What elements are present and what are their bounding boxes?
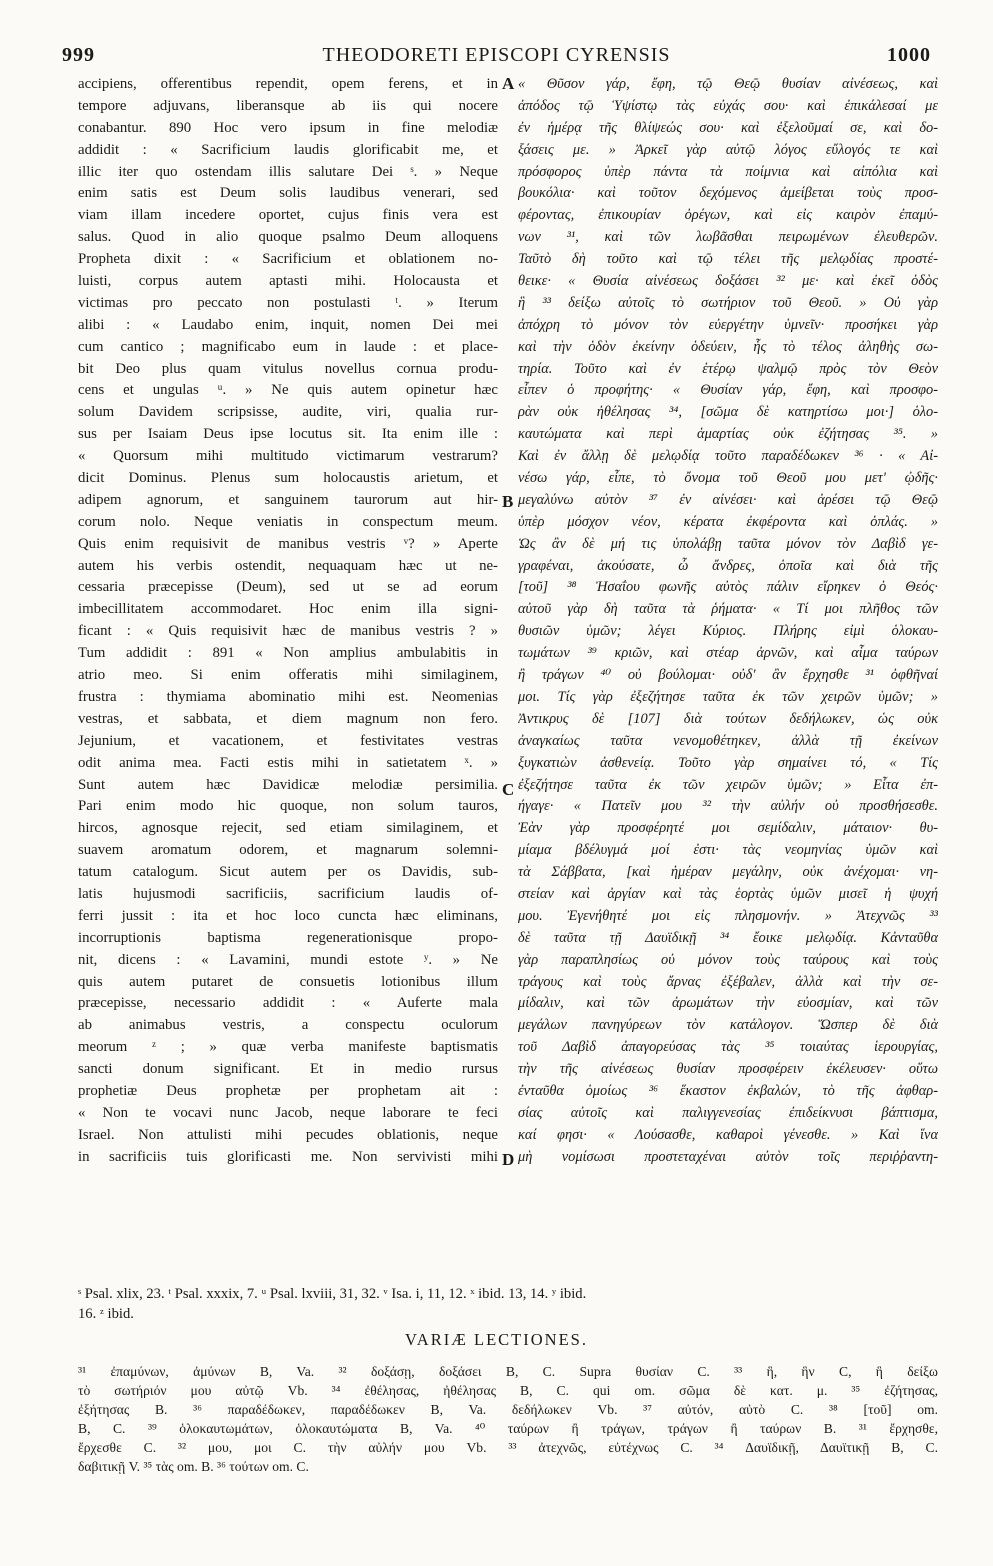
greek-column (518, 74, 938, 1169)
greek-text-line: [τοῦ] ³⁸ Ἠσαΐου φωνῆς αὐτὸς πάλιν εἴρηκεν ὁ Θεός· (518, 579, 938, 596)
footnotes (78, 1284, 938, 1324)
latin-text-line: enim satis est Deum solis laudibus venerari, sed (78, 185, 498, 202)
greek-text-line: νέσω γάρ, εἶπε, τὸ ὄνομα τοῦ Θεοῦ μου μετ' ᾠδῆς· (518, 470, 938, 487)
greek-text-line: εἶπεν ὁ προφήτης· « Θυσίαν γάρ, ἔφη, καὶ προσφο- (518, 382, 938, 399)
greek-text-line: τηρία. Τοῦτο καὶ ἐν ἑτέρῳ ψαλμῷ πρὸς τὸν Θεὸν (518, 360, 938, 377)
latin-text-line: Tum addidit : 891 « Non amplius ambulabitis in (78, 645, 498, 662)
latin-text-line: Israel. Non attulisti mihi pecudes oblationis, neque (78, 1126, 498, 1143)
latin-text-line: quis autem putaret de consuetis lotionibus illum (78, 973, 498, 990)
latin-text-line: tempore adjuvans, liberansque ab iis qui nocere (78, 97, 498, 114)
latin-text-line: odit anima mea. Facti estis mihi in satietatem ˣ. » (78, 754, 498, 771)
greek-text-line: σίας αὐτοῖς καὶ παλιγγενεσίας ἐπιδείκνυσι βάπτισμα, (518, 1104, 938, 1121)
latin-text-line: viam illam incedere oportet, cujus finis vera est (78, 207, 498, 224)
latin-column (78, 74, 498, 1169)
greek-text-line: ἀναγκαίως ταῦτα νενομοθέτηκεν, ἀλλὰ τῇ ἐκείνων (518, 732, 938, 749)
variant-reading-line: τὸ σωτήριόν μου αὐτῷ Vb. ³⁴ ἐθέλησας, ἠθέλησας B, C. qui om. σῶμα δὲ κατ. μ. ³⁵ ἐζήτησας, (78, 1383, 938, 1398)
latin-text-line: salus. Quod in alio quoque psalmo Deum alloquens (78, 229, 498, 246)
latin-text-line: alibi : « Laudabo enim, inquit, nomen Dei mei (78, 316, 498, 333)
margin-marker-b: B (502, 492, 514, 511)
greek-text-line: μοι. Τίς γὰρ ἐξεζήτησε ταῦτα ἐκ τῶν χειρῶν ὑμῶν; » (518, 688, 938, 705)
latin-text-line: suavem aromatum odorem, et magnarum solemni- (78, 842, 498, 859)
margin-marker-a: A (502, 74, 515, 93)
latin-text-line: præcepisse, necessario addidit : « Auferte mala (78, 995, 498, 1012)
latin-text-line: latis hujusmodi sacrificiis, sacrificium laudis of- (78, 885, 498, 902)
greek-text-line: θεικε· « Θυσία αἰνέσεως δοξάσει ³² με· καὶ ἐκεῖ ὁδὸς (518, 273, 938, 290)
latin-text-line: dicit Dominus. Plenus sum holocaustis arietum, et (78, 470, 498, 487)
greek-text-line: νων ³¹, καὶ τῶν λωβᾶσθαι πειρωμένων ἐλευθερῶν. (518, 229, 938, 246)
greek-text-line: στείαν καὶ ἀργίαν καὶ τὰς ἑορτὰς ὑμῶν μισεῖ ἡ ψυχή (518, 885, 938, 902)
greek-text-line: γραφέναι, ἀκούσατε, ὦ ἄνδρες, ὁποῖα καὶ διὰ τῆς (518, 557, 938, 574)
greek-text-line: ὑπὲρ μόσχον νέον, κέρατα ἐκφέροντα καὶ ὁπλάς. » (518, 513, 938, 530)
greek-text-line: μεγαλύνω αὐτὸν ³⁷ ἐν αἰνέσει· καὶ ἀρέσει τῷ Θεῷ (518, 491, 938, 508)
greek-text-line: Ὡς ἂν δὲ μή τις ὑπολάβῃ ταῦτα μόνον τὸν Δαβὶδ γε- (518, 535, 938, 552)
greek-text-line: καὶ τὴν ὁδὸν ἐκείνην ὁδεύειν, ἧς τὸ τέλος ἀληθὴς σω- (518, 338, 938, 355)
greek-text-line: ρὰν οὐκ ἠθέλησας ³⁴, [σῶμα δὲ κατηρτίσω μοι·] ὁλο- (518, 404, 938, 421)
latin-text-line: hircos, agnosque rejecit, sed etiam similaginem, et (78, 820, 498, 837)
greek-text-line: γὰρ παραπλησίως οὐ μόνον τοὺς ταύρους καὶ τοὺς (518, 951, 938, 968)
latin-text-line: cessaria præcepisse (Deum), sed ut se ad eorum (78, 579, 498, 596)
latin-text-line: frustra : thymiama abominatio mihi est. Neomenias (78, 688, 498, 705)
latin-text-line: victimas pro peccato non postulasti ᵗ. » Iterum (78, 294, 498, 311)
latin-text-line: ficant : « Quis requisivit hæc de manibus vestris ? » (78, 623, 498, 640)
greek-text-line: μου. Ἐγενήθητέ μοι εἰς πλησμονήν. » Ἀτεχνῶς ³³ (518, 907, 938, 924)
latin-text-line: « Non te vocavi nunc Jacob, neque laborare te feci (78, 1104, 498, 1121)
running-title: THEODORETI EPISCOPI CYRENSIS (322, 44, 671, 66)
latin-text-line: ab animabus vestris, a conspectu oculorum (78, 1017, 498, 1034)
greek-text-line: θυσιῶν ὑμῶν; λέγει Κύριος. Πλήρης εἰμὶ ὁλοκαυ- (518, 623, 938, 640)
greek-text-line: τὴν τῆς αἰνέσεως θυσίαν προσφέρειν ἐκέλευσεν· οὕτω (518, 1061, 938, 1078)
greek-text-line: αὐτοῦ γὰρ δὴ ταῦτα τὰ ῥήματα· « Τί μοι πλῆθος τῶν (518, 601, 938, 618)
greek-text-line: ἢ τράγων ⁴⁰ οὐ βούλομαι· οὐδ' ἂν ἔρχησθε ³¹ ὀφθῆναί (518, 667, 938, 684)
latin-text-line: atrio meo. Si enim offeratis mihi similaginem, (78, 667, 498, 684)
latin-text-line: cens et ungulas ᵘ. » Ne quis autem opinetur hæc (78, 382, 498, 399)
footnote-line: ˢ Psal. xlix, 23. ᵗ Psal. xxxix, 7. ᵘ Psal. lxviii, 31, 32. ᵛ Isa. i, 11, 12. ˣ ibid. 13, 14. ʸ ibid. (78, 1286, 587, 1302)
latin-text-line: vestras, et sabbata, et diem magnum non fero. (78, 710, 498, 727)
greek-text-line: καυτώματα καὶ περὶ ἁμαρτίας οὐκ ἐζήτησας ³⁵. » (518, 426, 938, 443)
latin-text-line: Pari enim modo hic quoque, non solum tauros, (78, 798, 498, 815)
greek-text-line: μὴ νομίσωσι προστεταχέναι αὐτὸν τοῖς περιῤῥαντη- (518, 1148, 938, 1165)
latin-text-line: conabantur. 890 Hoc vero ipsum in fine melodiæ (78, 119, 498, 136)
greek-text-line: Ταῦτὸ δὴ τοῦτο καὶ τῷ τέλει τῆς μελῳδίας προστέ- (518, 251, 938, 268)
greek-text-line: καί φησι· « Λούσασθε, καθαροὶ γένεσθε. » Καὶ ἵνα (518, 1126, 938, 1143)
latin-text-line: addidit : « Sacrificium laudis glorificabit me, et (78, 141, 498, 158)
latin-text-line: incorruptionis baptisma regenerationisque propo- (78, 929, 498, 946)
greek-text-line: πρόσφορος ὑπὲρ πάντα τὰ ποίμνια καὶ αἰπόλια καὶ (518, 163, 938, 180)
latin-text-line: imbecillitatem accommodaret. Hoc enim illa signi- (78, 601, 498, 618)
latin-text-line: sus per Isaiam Deus ipse locutus sit. Ita enim ille : (78, 426, 498, 443)
greek-text-line: τὰ Σάββατα, [καὶ ἡμέραν μεγάλην, οὐκ ἀνέχομαι· νη- (518, 864, 938, 881)
latin-text-line: cum cantico ; magnificabo eum in laude : et place- (78, 338, 498, 355)
variant-reading-line: B, C. ³⁹ ὁλοκαυτωμάτων, ὁλοκαυτώματα B, Va. ⁴⁰ ταύρων ἢ τράγων, τράγων ἢ ταύρων B. ³¹ ἔρχησθε, (78, 1421, 938, 1436)
latin-text-line: « Quorsum mihi multitudo victimarum vestrarum? (78, 448, 498, 465)
variant-reading-line: ἔρχεσθε C. ³² μου, μοι C. τὴν αὐλήν μου Vb. ³³ ἀτεχνῶς, εὐτέχνως C. ³⁴ Δαυϊδικῇ, Δαυϊτικῇ B, C. (78, 1440, 938, 1455)
greek-text-line: δὲ ταῦτα τῇ Δαυϊδικῇ ³⁴ ἔοικε μελῳδίᾳ. Κἀνταῦθα (518, 929, 938, 946)
latin-text-line: nit, dicens : « Lavamini, mundi estote ʸ. » Ne (78, 951, 498, 968)
greek-text-line: βουκόλια· καὶ τοῦτον δεχόμενος ἀμείβεται τοὺς προσ- (518, 185, 938, 202)
greek-text-line: τράγους καὶ τοὺς ἄρνας ἐξέβαλεν, ἀλλὰ καὶ τὴν σε- (518, 973, 938, 990)
margin-marker-c: C (502, 780, 515, 799)
greek-text-line: « Θῦσον γάρ, ἔφη, τῷ Θεῷ θυσίαν αἰνέσεως, καὶ (518, 76, 938, 92)
margin-marker-d: D (502, 1150, 515, 1169)
greek-text-line: Ἐὰν γὰρ προσφέρητέ μοι σεμίδαλιν, μάταιον· θυ- (518, 820, 938, 837)
variant-reading-line: ἐξήτησας B. ³⁶ παραδέδωκεν, παραδέδωκεν B, Va. δεδήλωκεν Vb. ³⁷ αὐτόν, αὐτὸ C. ³⁸ [τοῦ] om. (78, 1402, 938, 1417)
latin-text-line: meorum ᶻ ; » quæ verba manifeste baptismatis (78, 1039, 498, 1056)
latin-text-line: Quis enim requisivit de manibus vestris ᵛ? » Aperte (78, 535, 498, 552)
greek-text-line: ξάσεις με. » Ἀρκεῖ γὰρ αὐτῷ λόγος εὔλογός τε καὶ (518, 141, 938, 158)
variae-lectiones-title: VARIÆ LECTIONES. (405, 1330, 588, 1349)
variae-lectiones (78, 1362, 938, 1476)
latin-text-line: illic iter quo ostendam illis salutare Dei ˢ. » Neque (78, 163, 498, 180)
latin-text-line: adipem agnorum, et sanguinem taurorum aut hir- (78, 491, 498, 508)
right-page-number: 1000 (887, 44, 931, 66)
greek-text-line: ἀπόδος τῷ Ὑψίστῳ τὰς εὐχάς σου· καὶ ἐπικάλεσαί με (518, 97, 938, 114)
greek-text-line: ἐν ἡμέρᾳ τῆς θλίψεώς σου· καὶ ἐξελοῦμαί σε, καὶ δο- (518, 119, 938, 136)
greek-text-line: ἐνταῦθα ὁμοίως ³⁶ ἕκαστον ἐκβαλών, τὸ τῆς ἀφθαρ- (518, 1082, 938, 1099)
latin-text-line: Sunt autem hæc Davidicæ melodiæ persimilia. (78, 776, 498, 793)
greek-text-line: τωμάτων ³⁹ κριῶν, καὶ στέαρ ἀρνῶν, καὶ αἷμα ταύρων (518, 645, 938, 662)
greek-text-line: μεγάλων πανηγύρεων τὸν κατάλογον. Ὥσπερ δὲ διὰ (518, 1017, 938, 1034)
latin-text-line: tatum catalogum. Sicut autem per os Davidis, sub- (78, 864, 498, 881)
greek-text-line: Ἀντικρυς δὲ [107] διὰ τούτων δεδήλωκεν, ὡς οὐκ (518, 710, 938, 727)
greek-text-line: ἐξεζήτησε ταῦτα ἐκ τῶν χειρῶν ὑμῶν; » Εἶτα ἐπ- (518, 776, 938, 793)
variant-reading-line: δαβιτικῇ V. ³⁵ τὰς om. B. ³⁶ τούτων om. C. (78, 1459, 309, 1474)
latin-text-line: prophetiæ Deus prophetæ per prophetam ait : (78, 1082, 498, 1099)
footnote-line: 16. ᶻ ibid. (78, 1306, 134, 1322)
latin-text-line: corum nolo. Neque veniatis in conspectum meum. (78, 513, 498, 530)
greek-text-line: ήγαγε· « Πατεῖν μου ³² τὴν αὐλήν οὐ προσθήσεσθε. (518, 798, 938, 815)
variant-reading-line: ³¹ ἐπαμύνων, ἀμύνων B, Va. ³² δοξάσῃ, δοξάσει B, C. Supra θυσίαν C. ³³ ἣ, ἣν C, ἣ δείξω (78, 1364, 938, 1379)
latin-text-line: ferri jussit : ita et hoc loco cuncta hæc eliminans, (78, 907, 498, 924)
left-page-number: 999 (62, 44, 95, 66)
latin-text-line: Jejunium, et vacationem, et festivitates vestras (78, 732, 498, 749)
greek-text-line: μίαμα βδέλυγμά μοί ἐστι· τὰς νεομηνίας ὑμῶν καὶ (518, 842, 938, 859)
latin-text-line: solum Davidem scripsisse, audite, viri, qualia rur- (78, 404, 498, 421)
latin-text-line: Propheta dixit : « Sacrificium et oblationem no- (78, 251, 498, 268)
latin-text-line: autem his verbis ostendit, nequaquam hæc ut ne- (78, 557, 498, 574)
latin-text-line: luisti, corpus autem aptasti mihi. Holocausta et (78, 273, 498, 290)
greek-text-line: ξυγκατιὼν ἀσθενείᾳ. Τοῦτο γὰρ σημαίνει τό, « Τίς (518, 754, 938, 771)
greek-text-line: μίδαλιν, καὶ τῶν ἀρωμάτων τὴν εὐοσμίαν, καὶ τῶν (518, 995, 938, 1012)
greek-text-line: ἣ ³³ δείξω αὐτοῖς τὸ σωτήριον τοῦ Θεοῦ. » Οὐ γὰρ (518, 294, 938, 311)
latin-text-line: bit Deo plus quam vitulus novellus cornua produ- (78, 360, 498, 377)
greek-text-line: φέροντας, ἐπικουρίαν ὀρέγων, καὶ εἰς καιρὸν ἐπαμύ- (518, 207, 938, 224)
greek-text-line: Καὶ ἐν ἄλλῃ δὲ μελῳδίᾳ τοῦτο παραδέδωκεν ³⁶ · « Αἰ- (518, 448, 938, 465)
latin-text-line: in sacrificiis tuis glorificasti me. Non servivisti mihi (78, 1148, 498, 1165)
latin-text-line: sancti donum significant. Et in medio rursus (78, 1061, 498, 1078)
latin-text-line: accipiens, offerentibus rependit, opem ferens, et in (78, 76, 498, 92)
greek-text-line: ἀπόχρη τὸ μόνον τὸν εὐεργέτην ὑμνεῖν· προσήκει γὰρ (518, 316, 938, 333)
greek-text-line: τοῦ Δαβὶδ ἀπαγορεύσας τὰς ³⁵ τοιαύτας ἱερουργίας, (518, 1039, 938, 1056)
